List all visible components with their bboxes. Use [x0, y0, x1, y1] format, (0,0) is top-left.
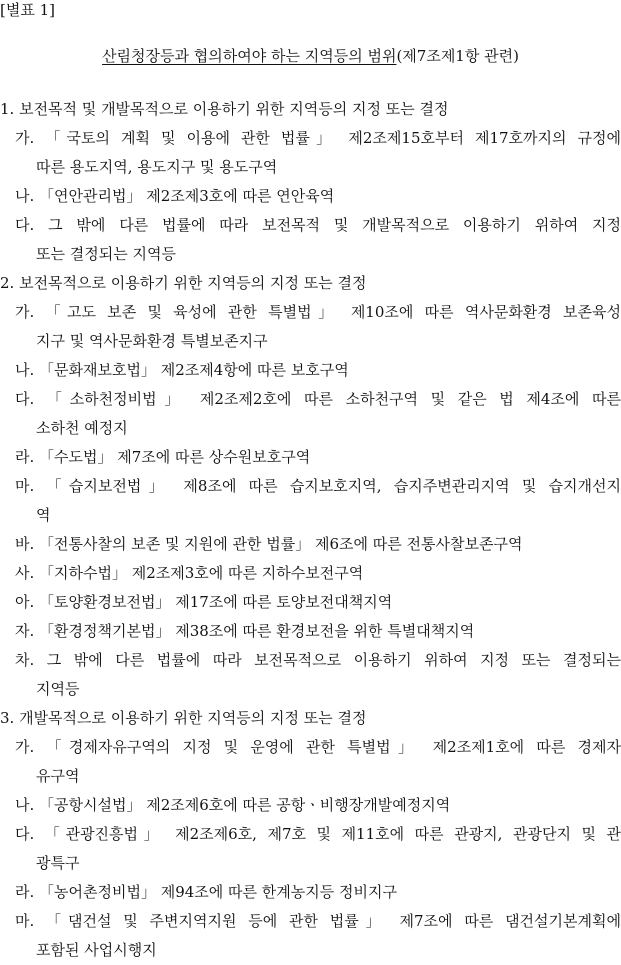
list-item: 라. 「농어촌정비법」 제94조에 따른 한계농지등 정비지구	[15, 883, 397, 901]
list-item: 차. 그 밖에 다른 법률에 따라 보전목적으로 이용하기 위하여 지정 또는 결정되는	[15, 651, 621, 669]
list-item: 가. 「고도 보존 및 육성에 관한 특별법」 제10조에 따른 역사문화환경 보존육성	[15, 303, 621, 321]
list-item-continuation: 또는 결정되는 지역등	[36, 245, 176, 263]
list-item: 다. 「관광진흥법」 제2조제6호, 제7호 및 제11호에 따른 관광지, 관광단지 및 관	[15, 825, 621, 843]
document-body	[0, 95, 621, 965]
section-heading: 3. 개발목적으로 이용하기 위한 지역등의 지정 또는 결정	[0, 709, 367, 727]
list-item: 나. 「문화재보호법」 제2조제4항에 따른 보호구역	[15, 361, 349, 379]
list-item-continuation: 역	[36, 506, 51, 524]
list-item-continuation: 광특구	[36, 854, 80, 872]
list-item: 나. 「공항시설법」 제2조제6호에 따른 공항ㆍ비행장개발예정지역	[15, 796, 451, 814]
list-item-continuation: 지구 및 역사문화환경 특별보존지구	[36, 332, 268, 350]
list-item: 마. 「습지보전법」 제8조에 따른 습지보호지역, 습지주변관리지역 및 습지개선지	[15, 477, 621, 495]
list-item: 아. 「토양환경보전법」 제17조에 따른 토양보전대책지역	[15, 593, 393, 611]
section-heading: 2. 보전목적으로 이용하기 위한 지역등의 지정 또는 결정	[0, 274, 367, 292]
list-item: 자. 「환경정책기본법」 제38조에 따른 환경보전을 위한 특별대책지역	[15, 622, 475, 640]
list-item-continuation: 포함된 사업시행지	[36, 941, 157, 959]
list-item: 가. 「경제자유구역의 지정 및 운영에 관한 특별법」 제2조제1호에 따른 경제자	[15, 738, 621, 756]
attachment-label: [별표 1]	[0, 1, 55, 19]
list-item-continuation: 유구역	[36, 767, 80, 785]
list-item-continuation: 따른 용도지역, 용도지구 및 용도구역	[36, 158, 278, 176]
section-heading: 1. 보전목적 및 개발목적으로 이용하기 위한 지역등의 지정 또는 결정	[0, 100, 449, 118]
list-item-continuation: 소하천 예정지	[36, 419, 128, 437]
title-reference: (제7조제1항 관련)	[396, 47, 519, 65]
title-main: 산림청장등과 협의하여야 하는 지역등의 범위	[102, 47, 397, 65]
document-title	[0, 46, 621, 66]
list-item: 다. 「소하천정비법」 제2조제2호에 따른 소하천구역 및 같은 법 제4조에 따른	[15, 390, 621, 408]
list-item: 다. 그 밖에 다른 법률에 따라 보전목적 및 개발목적으로 이용하기 위하여 지정	[15, 216, 621, 234]
list-item: 나. 「연안관리법」 제2조제3호에 따른 연안육역	[15, 187, 335, 205]
list-item: 바. 「전통사찰의 보존 및 지원에 관한 법률」 제6조에 따른 전통사찰보존구역	[15, 535, 523, 553]
list-item: 마. 「댐건설 및 주변지역지원 등에 관한 법률」 제7조에 따른 댐건설기본계획에	[15, 912, 621, 930]
list-item: 사. 「지하수법」 제2조제3호에 따른 지하수보전구역	[15, 564, 364, 582]
list-item: 가. 「국토의 계획 및 이용에 관한 법률」 제2조제15호부터 제17호까지의 규정에	[15, 129, 621, 147]
list-item-continuation: 지역등	[36, 680, 80, 698]
list-item: 라. 「수도법」 제7조에 따른 상수원보호구역	[15, 448, 311, 466]
